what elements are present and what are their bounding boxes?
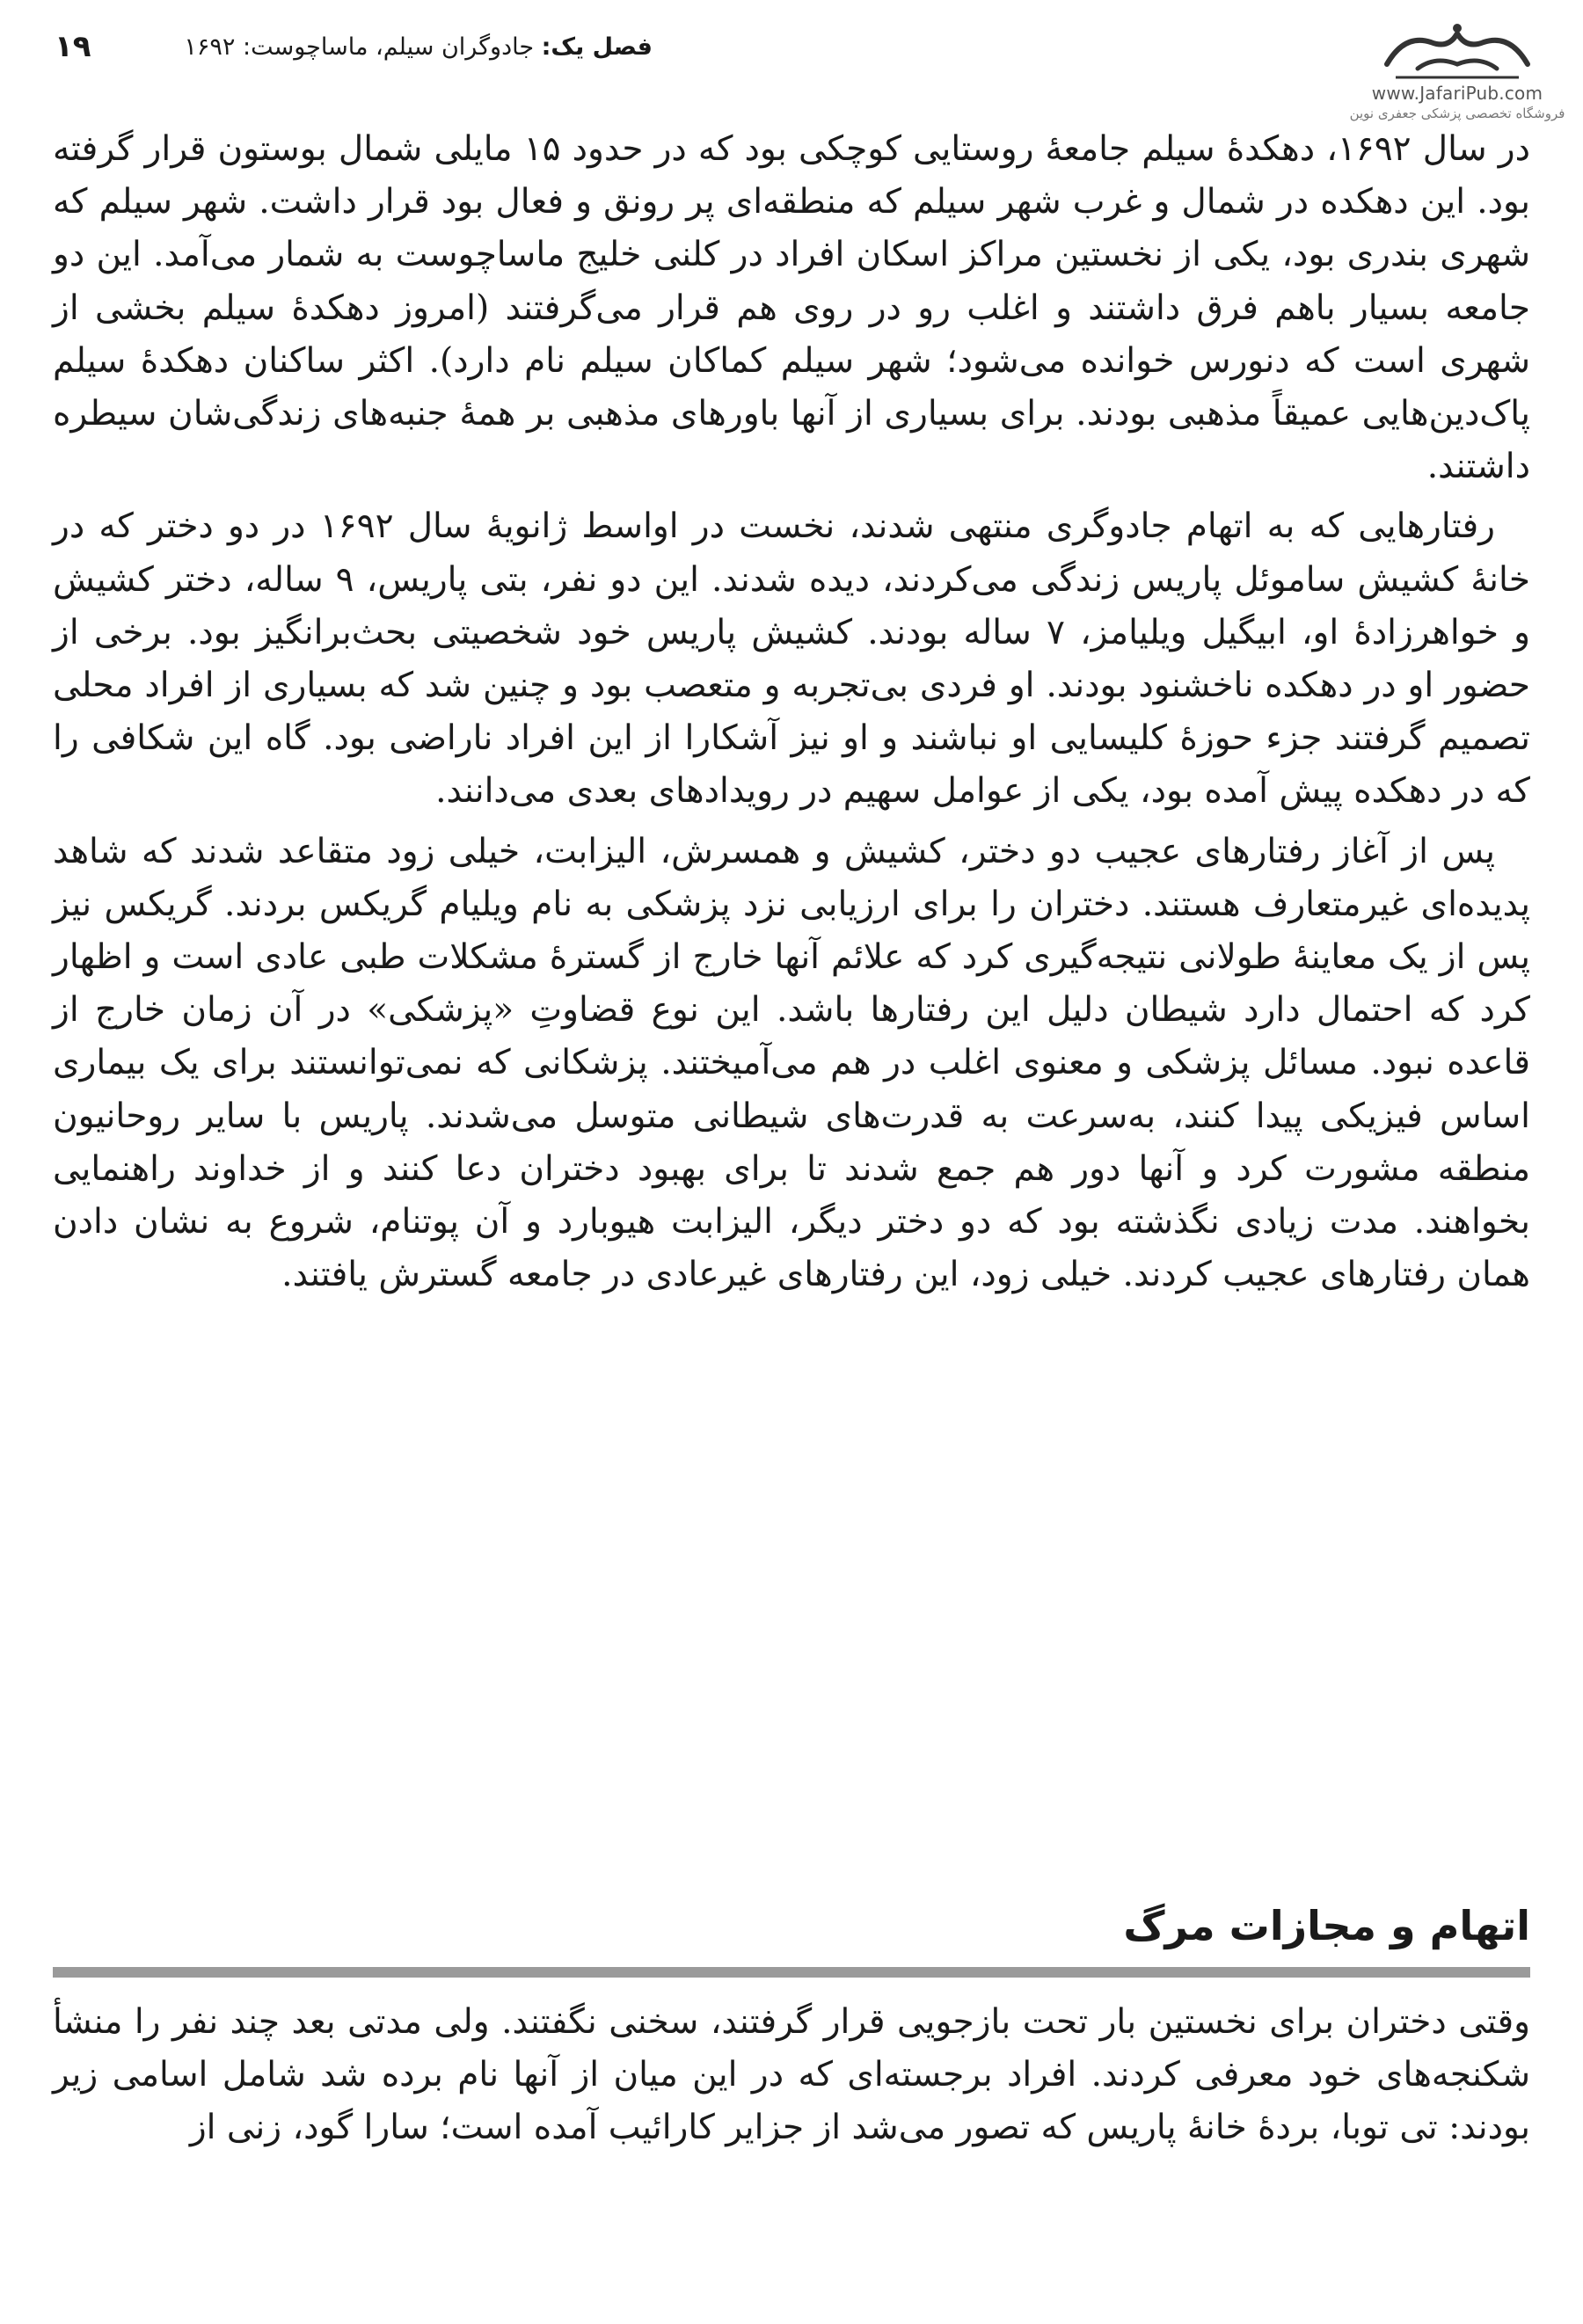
- paragraph-1: در سال ۱۶۹۲، دهکدهٔ سیلم جامعهٔ روستایی کوچکی بود که در حدود ۱۵ مایلی شمال بوستون قرار گرفته بود. این دهکده در شمال و غرب شهر سیلم که منطقه‌ای پر رونق و فعال بود قرار داشت. شهر سیلم که شهری بندری بود، یکی از نخستین مراکز اسکان افراد در کلنی خلیج ماساچوست به شمار می‌آمد. این دو جامعه بسیار باهم فرق داشتند و اغلب رو در روی هم قرار می‌گرفتند (امروز دهکدهٔ سیلم بخشی از شهری است که دنورس خوانده می‌شود؛ شهر سیلم کماکان سیلم نام دارد). اکثر ساکنان دهکدهٔ سیلم پاک‌دین‌هایی عمیقاً مذهبی بودند. برای بسیاری از آنها باورهای مذهبی بر همهٔ جنبه‌های زندگی‌شان سیطره داشتند.: [53, 129, 1530, 487]
- header-chapter-title: جادوگران سیلم، ماساچوست: ۱۶۹۲: [184, 33, 535, 61]
- section-paragraph: وقتی دختران برای نخستین بار تحت بازجویی قرار گرفتند، سخنی نگفتند. ولی مدتی بعد چند نفر را منشأ شکنجه‌های خود معرفی کردند. افراد برجسته‌ای که در این میان از آنها نام برده شد شامل اسامی زیر بودند: تی توبا، بردهٔ خانهٔ پاریس که تصور می‌شد از جزایر کارائیب آمده است؛ سارا گود، زنی از: [53, 2002, 1530, 2148]
- publisher-tagline: فروشگاه تخصصی پزشکی جعفری نوین: [1349, 106, 1565, 121]
- publisher-url: www.JafariPub.com: [1371, 83, 1543, 104]
- paragraph-3: پس از آغاز رفتارهای عجیب دو دختر، کشیش و همسرش، الیزابت، خیلی زود متقاعد شدند که شاهد پدیده‌ای غیرمتعارف هستند. دختران را برای ارزیابی نزد پزشکی به نام ویلیام گریکس بردند. گریکس نیز پس از یک معاینهٔ طولانی نتیجه‌گیری کرد که علائم آنها خارج از گسترهٔ مشکلات طبی عادی است و اظهار کرد که احتمال دارد شیطان دلیل این رفتارها باشد. این نوع قضاوتِ «پزشکی» در آن زمان خارج از قاعده نبود. مسائل پزشکی و معنوی اغلب در هم می‌آمیختند. پزشکانی که نمی‌توانستند برای یک بیماری اساس فیزیکی پیدا کنند، به‌سرعت به قدرت‌های شیطانی متوسل می‌شدند. پاریس با سایر روحانیون منطقه مشورت کرد و آنها دور هم جمع شدند تا برای بهبود دختران دعا کنند و از خداوند راهنمایی بخواهند. مدت زیادی نگذشته بود که دو دختر دیگر، الیزابت هیوبارد و آن پوتنام، شروع به نشان دادن همان رفتارهای عجیب کردند. خیلی زود، این رفتارهای غیرعادی در جامعه گسترش یافتند.: [53, 831, 1530, 1295]
- section-divider: [53, 1967, 1530, 1978]
- header-title: [184, 33, 653, 61]
- section-body-text: [53, 1996, 1530, 2155]
- section-heading: اتهام و مجازات مرگ: [1123, 1902, 1530, 1949]
- running-header: [55, 25, 653, 69]
- page-number: ۱۹: [55, 29, 91, 64]
- header-chapter-label: فصل یک:: [541, 33, 653, 61]
- body-text: [53, 123, 1530, 1308]
- section-heading-block: [53, 1895, 1530, 1978]
- paragraph-2: رفتارهایی که به اتهام جادوگری منتهی شدند، نخست در اواسط ژانویهٔ سال ۱۶۹۲ در دو دختر که در خانهٔ کشیش ساموئل پاریس زندگی می‌کردند، دیده شدند. این دو نفر، بتی پاریس، ۹ ساله، دختر کشیش و خواهرزادهٔ او، ابیگیل ویلیامز، ۷ ساله بودند. کشیش پاریس خود شخصیتی بحث‌برانگیز بود. برخی از حضور او در دهکده ناخشنود بودند. او فردی بی‌تجربه و متعصب بود و چنین شد که بسیاری از افراد محلی تصمیم گرفتند جزء حوزهٔ کلیسایی او نباشند و او نیز آشکارا از این افراد ناراضی بود. گاه این شکافی را که در دهکده پیش آمده بود، یکی از عوامل سهیم در رویدادهای بعدی می‌دانند.: [53, 506, 1530, 812]
- publisher-logo-icon: [1369, 16, 1545, 86]
